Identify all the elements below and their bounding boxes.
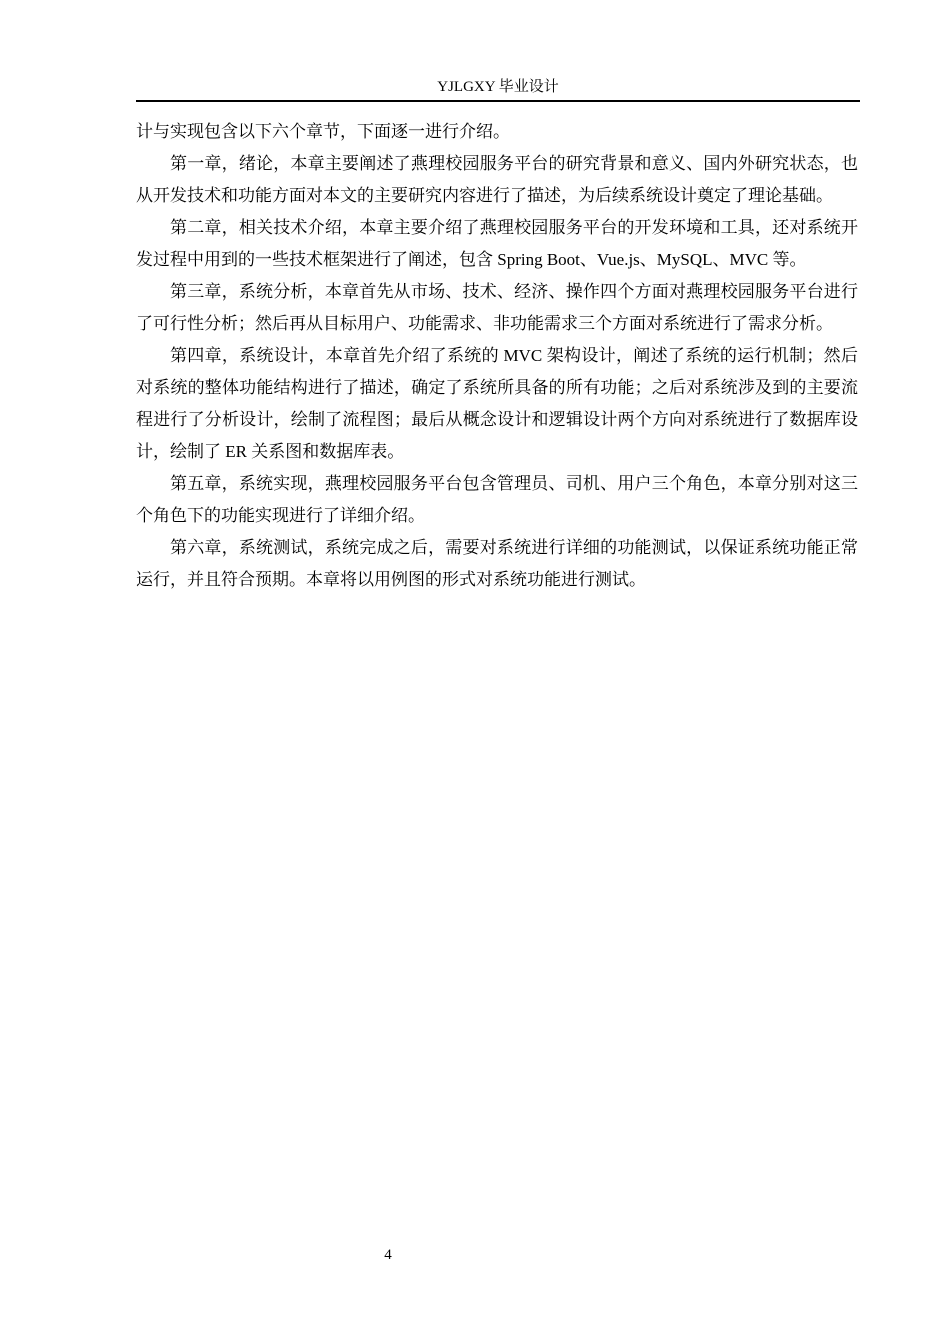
header-title: YJLGXY 毕业设计: [437, 79, 559, 95]
paragraph-chapter-1: 第一章，绪论，本章主要阐述了燕理校园服务平台的研究背景和意义、国内外研究状态，也从开发技术和功能方面对本文的主要研究内容进行了描述，为后续系统设计奠定了理论基础。: [136, 154, 858, 205]
page-number: 4: [384, 1247, 392, 1263]
page-header: [136, 76, 860, 102]
paragraph-continuation: 计与实现包含以下六个章节，下面逐一进行介绍。: [136, 122, 510, 141]
paragraph-chapter-2: 第二章，相关技术介绍，本章主要介绍了燕理校园服务平台的开发环境和工具，还对系统开发过程中用到的一些技术框架进行了阐述，包含 Spring Boot、Vue.js、MySQL、MVC 等。: [136, 218, 858, 269]
paragraph-chapter-4: 第四章，系统设计，本章首先介绍了系统的 MVC 架构设计，阐述了系统的运行机制；然后对系统的整体功能结构进行了描述，确定了系统所具备的所有功能；之后对系统涉及到的主要流程进行了分析设计，绘制了流程图；最后从概念设计和逻辑设计两个方向对系统进行了数据库设计，绘制了 ER 关系图和数据库表。: [136, 346, 858, 461]
paragraph-chapter-3: 第三章，系统分析，本章首先从市场、技术、经济、操作四个方面对燕理校园服务平台进行了可行性分析；然后再从目标用户、功能需求、非功能需求三个方面对系统进行了需求分析。: [136, 282, 858, 333]
body-text: [136, 116, 858, 596]
paragraph-chapter-5: 第五章，系统实现，燕理校园服务平台包含管理员、司机、用户三个角色，本章分别对这三个角色下的功能实现进行了详细介绍。: [136, 474, 858, 525]
paragraph-chapter-6: 第六章，系统测试，系统完成之后，需要对系统进行详细的功能测试，以保证系统功能正常运行，并且符合预期。本章将以用例图的形式对系统功能进行测试。: [136, 538, 858, 589]
